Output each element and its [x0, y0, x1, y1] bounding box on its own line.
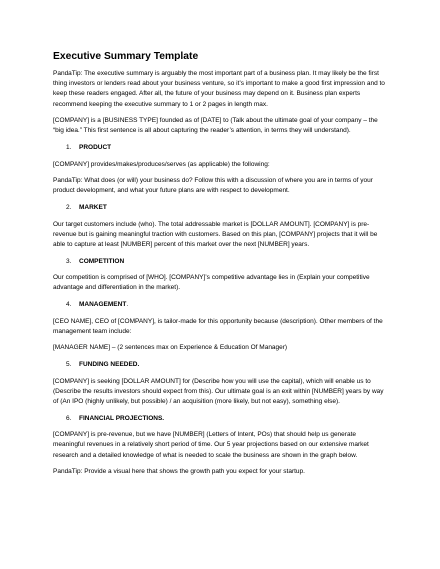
financial-paragraph: [COMPANY] is pre-revenue, but we have [NUMBER] (Letters of Intent, POs) that should help us generate meaningful revenues in a relatively short period of time. Our 5 year projections based on our extensive market research and a detailed knowledge of what is needed to scale the business are shown in the graph below. — [53, 431, 369, 459]
funding-paragraph: [COMPANY] is seeking [DOLLAR AMOUNT] for (Describe how you will use the capital), which will enable us to (Describe the results investors should expect from this). Our ultimate goal is an exit within [NUMBER] years by way of (An IPO (highly unlikely, but possible) / an acquisition (more likely, but not easy), something else). — [53, 377, 384, 405]
section-title: FUNDING NEEDED. — [79, 360, 140, 368]
section-title: COMPETITION — [79, 257, 125, 265]
section-title: PRODUCT — [79, 144, 112, 151]
section-number: 4. — [66, 300, 72, 308]
section-number: 5. — [66, 360, 72, 368]
section-title-period: . — [126, 300, 129, 308]
section-heading-competition — [53, 257, 386, 267]
section-heading-product — [53, 143, 386, 153]
management-paragraph: [CEO NAME], CEO of [COMPANY], is tailor-made for this opportunity because (description). Other members of the management team include: — [53, 317, 383, 335]
section-number: 1. — [66, 144, 72, 151]
section-heading-management — [53, 300, 386, 310]
section-heading-financial — [53, 414, 386, 424]
section-heading-funding — [53, 360, 386, 370]
intro-paragraph: PandaTip: The executive summary is arguably the most important part of a business plan. It may likely be the first thing investors or lenders read about your business venture, so it’s important to make a good first impression and to keep these readers engaged. After all, the future of your business may depend on it. Business plan experts recommend keeping the executive summary to 1 or 2 pages in length max. — [53, 70, 385, 108]
competition-paragraph: Our competition is comprised of [WHO]. [COMPANY]’s competitive advantage lies in (Explain your competitive advantage and differentiation in the market). — [53, 274, 370, 292]
section-title: MANAGEMENT — [79, 300, 127, 308]
section-number: 6. — [66, 414, 72, 422]
section-number: 3. — [66, 257, 72, 265]
financial-tip-paragraph: PandaTip: Provide a visual here that shows the growth path you expect for your startup. — [53, 468, 305, 476]
product-paragraph: [COMPANY] provides/makes/produces/serves (as applicable) the following: — [53, 160, 270, 168]
product-tip-paragraph: PandaTip: What does (or will) your business do? Follow this with a discussion of where you are in terms of your product development, and what your future plans are with respect to development. — [53, 177, 373, 195]
section-heading-market — [53, 203, 386, 213]
section-number: 2. — [66, 203, 72, 211]
section-title: MARKET — [79, 203, 107, 211]
manager-paragraph: [MANAGER NAME] – (2 sentences max on Experience & Education Of Manager) — [53, 344, 288, 352]
founded-paragraph: [COMPANY] is a [BUSINESS TYPE] founded as of [DATE] to (Talk about the ultimate goal of your company – the “big idea.” This first sentence is all about capturing the reader’s attention, in terms they will understand). — [53, 117, 378, 135]
document-title: Executive Summary Template — [53, 51, 199, 62]
market-paragraph: Our target customers include (who). The total addressable market is [DOLLAR AMOUNT]. [COMPANY] is pre-revenue but is gaining meaningful traction with customers. Based on this plan, [COMPANY] projects that it will be able to capture at least [NUMBER] percent of this market over the next [NUMBER] years. — [53, 220, 378, 248]
section-title: FINANCIAL PROJECTIONS. — [79, 414, 165, 422]
